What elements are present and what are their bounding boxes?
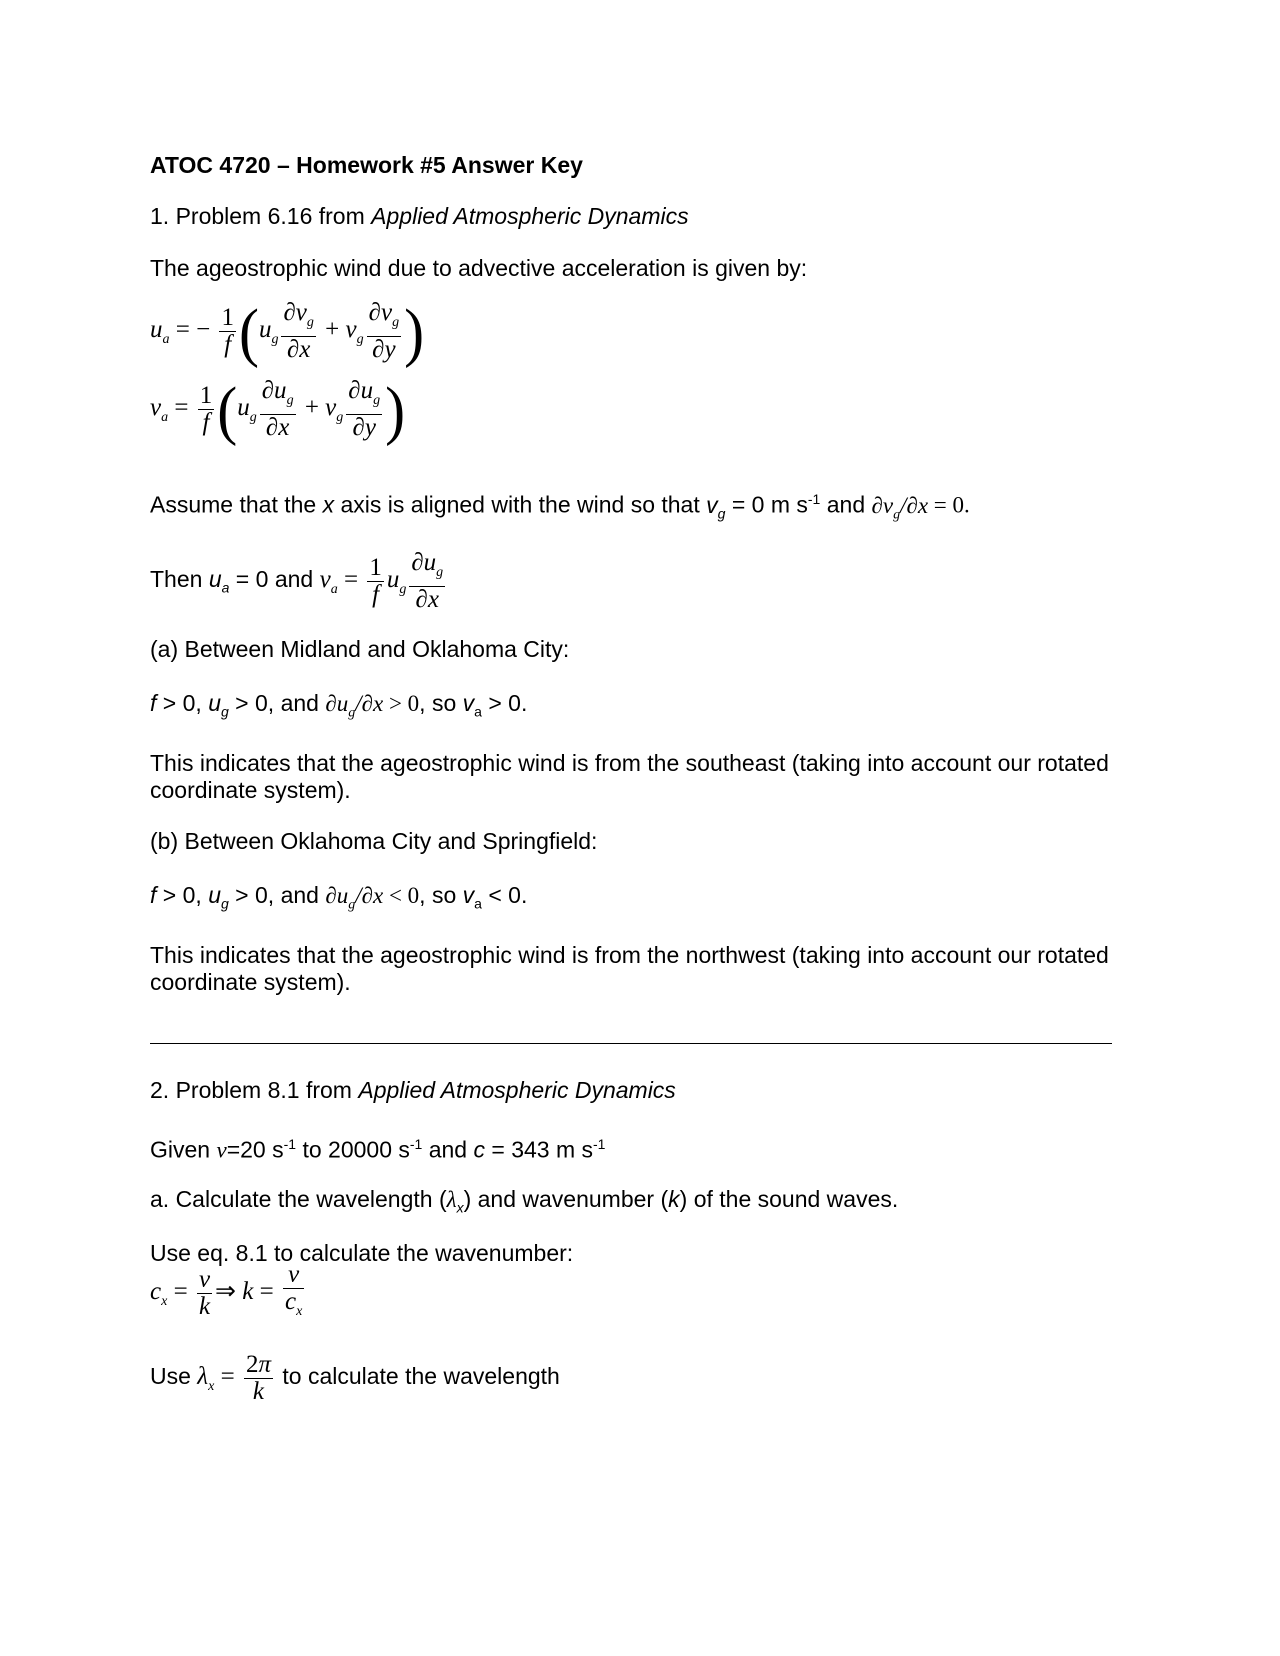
- part-b-condition: f > 0, $u_g > 0$, and $\partial u_g/\partial x < 0$, so $v_a < 0$.: [150, 882, 528, 913]
- wavelength-line: Use $\lambda_x$ = $\frac{2\pi}{k}$ to calculate the wavelength: [150, 1351, 560, 1405]
- given-line: Given ν=20 $s^{-1}$ to 20000 $s^{-1}$ and c = 343 m $s^{-1}$: [150, 1136, 606, 1163]
- equation-ua: $u_a$ = − $\frac{1}{f}$ ($u_g$ $\frac{\partial v_g}{\partial x}$ + $v_g$ $\frac{\partial v_g}{\partial y}$ ): [150, 295, 425, 368]
- then-line: Then $u_a = 0$ and $v_a$ = $\frac{1}{f}$ $u_g$ $\frac{\partial u_g}{\partial x}$: [150, 549, 444, 613]
- part-a-heading: (a) Between Midland and Oklahoma City:: [150, 636, 570, 662]
- part-b-conclusion: This indicates that the ageostrophic wind is from the northwest (taking into account our rotated coordinate system).: [150, 942, 1109, 995]
- assumption-line: Assume that the x axis is aligned with the wind so that $v_g = 0$ m $s^{-1}$ and $\partial v_g/\partial x = 0$.: [150, 491, 970, 523]
- intro-text: The ageostrophic wind due to advective acceleration is given by:: [150, 255, 808, 281]
- wavenumber-equation: $c_x$ = $\frac{\nu}{k}$ ⇒ k = $\frac{\nu}{c_x}$: [150, 1261, 303, 1320]
- equation-va: $v_a$ = $\frac{1}{f}$ ($u_g$ $\frac{\partial u_g}{\partial x}$ + $v_g$ $\frac{\partial u_g}{\partial y}$ ): [150, 373, 406, 446]
- part-b-heading: (b) Between Oklahoma City and Springfield:: [150, 828, 598, 854]
- part-a-condition: f > 0, $u_g > 0$, and $\partial u_g/\partial x > 0$, so $v_a > 0$.: [150, 690, 528, 721]
- problem-2-heading: 2. Problem 8.1 from Applied Atmospheric Dynamics: [150, 1077, 676, 1103]
- section-divider: [150, 1043, 1112, 1044]
- problem-1-heading: 1. Problem 6.16 from Applied Atmospheric Dynamics: [150, 203, 689, 229]
- page-title: ATOC 4720 – Homework #5 Answer Key: [150, 152, 583, 178]
- part-a-question: a. Calculate the wavelength $(\lambda_x)$ and wavenumber (k) of the sound waves.: [150, 1186, 899, 1216]
- use-eq-line: Use eq. 8.1 to calculate the wavenumber:: [150, 1240, 574, 1266]
- part-a-conclusion: This indicates that the ageostrophic wind is from the southeast (taking into account our rotated coordinate system).: [150, 750, 1109, 803]
